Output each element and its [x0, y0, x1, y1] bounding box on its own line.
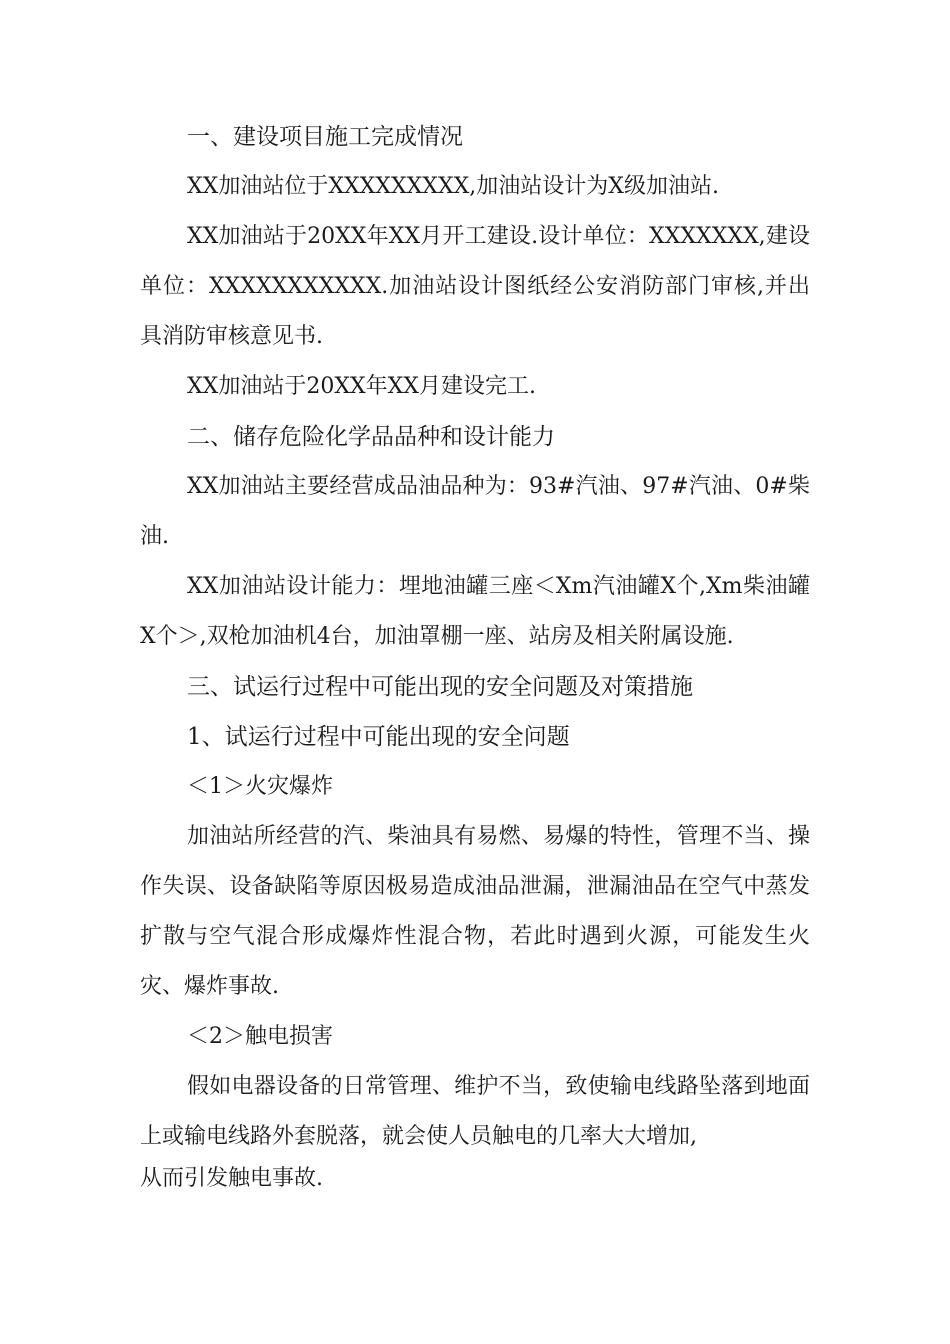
item-heading-electric-shock: ＜2＞触电损害: [187, 1024, 333, 1049]
paragraph-construction-complete: XX加油站于20XX年XX月建设完工.: [187, 374, 536, 399]
paragraph-electric-shock-end: 从而引发触电事故.: [140, 1166, 323, 1191]
paragraph-construction-start: XX加油站于20XX年XX月开工建设.设计单位：XXXXXXX,建设单位：XXXXXXXXXXX.加油站设计图纸经公安消防部门审核,并出具消防审核意见书.: [140, 224, 810, 349]
section-heading-3: 三、试运行过程中可能出现的安全问题及对策措施: [187, 674, 693, 700]
section-heading-1: 一、建设项目施工完成情况: [187, 124, 463, 150]
section-heading-2: 二、储存危险化学品品种和设计能力: [187, 424, 555, 450]
paragraph-electric-shock: 假如电器设备的日常管理、维护不当，致使输电线路坠落到地面上或输电线路外套脱落，就会使人员触电的几率大大增加,: [140, 1074, 810, 1149]
paragraph-location: XX加油站位于XXXXXXXXX,加油站设计为X级加油站.: [187, 174, 719, 199]
paragraph-design-capacity: XX加油站设计能力：埋地油罐三座＜Xm汽油罐X个,Xm柴油罐X个＞,双枪加油机4台，加油罩棚一座、站房及相关附属设施.: [140, 574, 810, 649]
subsection-heading-1: 1、试运行过程中可能出现的安全问题: [187, 724, 570, 750]
item-heading-fire-explosion: ＜1＞火灾爆炸: [187, 774, 333, 799]
document-body: [140, 112, 810, 1196]
paragraph-product-types: XX加油站主要经营成品油品种为：93#汽油、97#汽油、0#柴油.: [140, 474, 810, 549]
paragraph-fire-explosion: 加油站所经营的汽、柴油具有易燃、易爆的特性，管理不当、操作失误、设备缺陷等原因极易造成油品泄漏，泄漏油品在空气中蒸发扩散与空气混合形成爆炸性混合物，若此时遇到火源，可能发生火灾、爆炸事故.: [140, 824, 810, 999]
